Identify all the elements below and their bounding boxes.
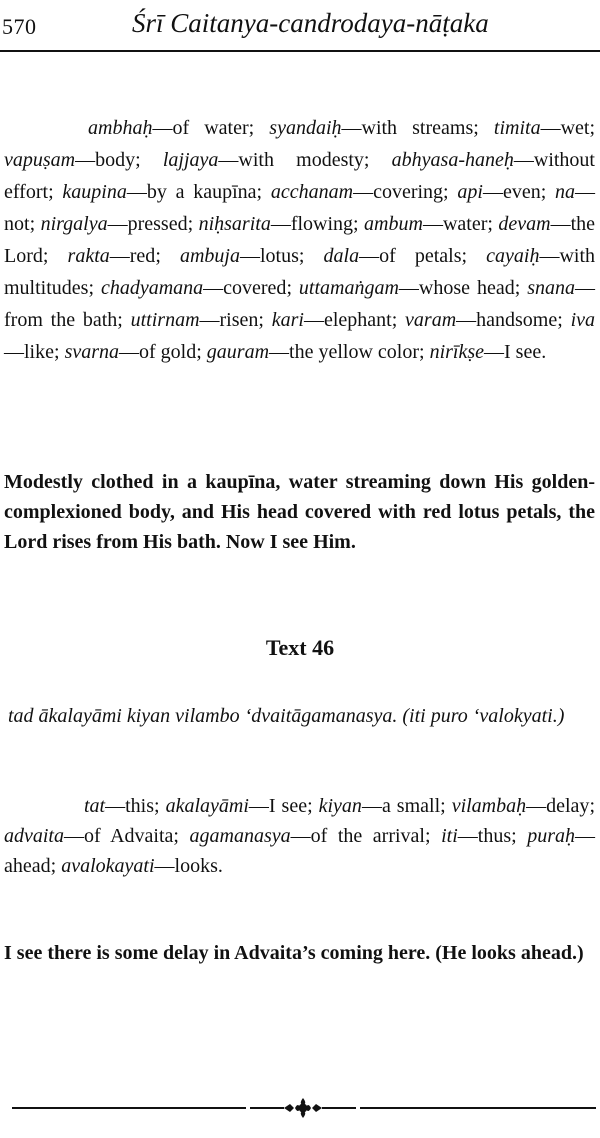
synonym-word: api xyxy=(457,181,483,203)
synonym-meaning: without effort xyxy=(4,149,595,203)
synonym-meaning: of water xyxy=(172,117,249,139)
synonym-entry: iti—thus xyxy=(441,825,512,847)
footer-rule-right xyxy=(360,1107,596,1109)
synonym-entry: chadyamana—covered xyxy=(100,277,287,299)
synonym-meaning: covering xyxy=(373,181,444,203)
synonym-meaning: like xyxy=(24,341,54,363)
synonym-word: gauram xyxy=(206,341,270,363)
synonym-entry: cayaiḥ—with multitudes xyxy=(4,245,596,299)
synonym-word: uttirnam xyxy=(130,309,200,331)
synonym-entry: ambhaḥ—of water xyxy=(88,117,249,139)
synonym-word: ambuja xyxy=(179,245,240,267)
synonym-meaning: risen xyxy=(219,309,259,331)
running-header xyxy=(0,0,600,56)
synonym-word: iti xyxy=(441,825,458,847)
synonym-meaning: I see. xyxy=(504,341,547,363)
synonym-meaning: handsome xyxy=(476,309,558,331)
synonym-entry: devam—the Lord xyxy=(4,213,595,267)
synonym-meaning: I see xyxy=(268,795,308,817)
synonym-meaning: pressed xyxy=(127,213,188,235)
synonym-meaning: lotus xyxy=(259,245,299,267)
synonym-entry: uttirnam—risen xyxy=(130,309,259,331)
verse-transliteration: tad ākalayāmi kiyan vilambo ‘dvaitāgamanasya. (iti puro ‘valokyati.) xyxy=(8,705,565,727)
synonym-word: timita xyxy=(493,117,541,139)
synonym-meaning: a small xyxy=(381,795,441,817)
translation-previous-text: Modestly clothed in a kaupīna, water streaming down His golden-complexioned body, and His head covered with red lotus petals, the Lord rises from His bath. Now I see Him. xyxy=(4,471,595,553)
synonym-word: chadyamana xyxy=(100,277,204,299)
synonym-entry: vilambaḥ—delay xyxy=(451,795,590,817)
synonym-meaning: of petals xyxy=(379,245,462,267)
synonym-entry: nirīkṣe—I see. xyxy=(429,341,547,363)
synonym-word: kaupina xyxy=(62,181,127,203)
synonym-word: syandaiḥ xyxy=(269,117,342,139)
synonym-word: tat xyxy=(84,795,106,817)
synonym-entry: advaita—of Advaita xyxy=(4,825,174,847)
synonym-entry: ambum—water xyxy=(364,213,488,235)
synonym-word: varam xyxy=(405,309,457,331)
footer-rule-left xyxy=(12,1107,246,1109)
synonym-entry: vapuṣam—body xyxy=(4,149,136,171)
synonym-meaning: elephant xyxy=(323,309,392,331)
synonym-entry: avalokayati—looks. xyxy=(61,855,223,877)
synonym-entry: timita—wet xyxy=(493,117,590,139)
synonym-meaning: the yellow color xyxy=(289,341,419,363)
synonym-meaning: not xyxy=(4,213,30,235)
text-heading: Text 46 xyxy=(265,635,335,660)
synonym-word: na xyxy=(555,181,576,203)
running-title: Śrī Caitanya-candrodaya-nāṭaka xyxy=(132,8,489,38)
synonym-word: agamanasya xyxy=(189,825,291,847)
synonym-entry: akalayāmi—I see xyxy=(165,795,308,817)
synonym-entry: svarna—of gold xyxy=(64,341,197,363)
synonym-word: kari xyxy=(271,309,304,331)
synonym-word: nirgalya xyxy=(40,213,108,235)
synonym-entry: kari—elephant xyxy=(271,309,392,331)
synonym-meaning: thus xyxy=(477,825,512,847)
synonym-entry: niḥsarita—flowing xyxy=(198,213,354,235)
page-number: 570 xyxy=(2,14,37,39)
synonym-meaning: ahead xyxy=(4,855,51,877)
synonym-word: ambum xyxy=(364,213,423,235)
synonym-meaning: water xyxy=(442,213,488,235)
synonym-meaning: red xyxy=(129,245,156,267)
synonym-word: devam xyxy=(498,213,551,235)
synonym-meaning: from the bath xyxy=(4,309,118,331)
synonym-word: dala xyxy=(323,245,360,267)
header-rule xyxy=(0,50,600,52)
synonym-word: cayaiḥ xyxy=(486,245,540,267)
synonym-word: puraḥ xyxy=(527,825,576,847)
synonym-word: rakta xyxy=(67,245,110,267)
synonym-entry: varam—handsome xyxy=(405,309,558,331)
synonym-word: vilambaḥ xyxy=(451,795,527,817)
synonym-meaning: body xyxy=(95,149,136,171)
synonym-meaning: with multitudes xyxy=(4,245,596,299)
synonym-entry: puraḥ—ahead xyxy=(4,825,596,877)
synonym-word: uttamaṅgam xyxy=(298,277,399,299)
synonym-entry: ambuja—lotus xyxy=(179,245,299,267)
synonym-entry: abhyasa-haneḥ—without effort xyxy=(4,149,595,203)
synonym-meaning: the Lord xyxy=(4,213,595,267)
synonym-meaning: delay xyxy=(546,795,590,817)
synonym-meaning: of Advaita xyxy=(84,825,174,847)
synonym-word: svarna xyxy=(64,341,120,363)
synonym-word: nirīkṣe xyxy=(429,341,484,363)
fleuron-ornament-icon xyxy=(250,1096,356,1120)
synonym-entry: na—not xyxy=(4,181,596,235)
synonym-meaning: looks. xyxy=(174,855,223,877)
synonym-word: iva xyxy=(570,309,595,331)
synonym-meaning: covered xyxy=(223,277,287,299)
synonym-meaning: even xyxy=(502,181,541,203)
synonym-word: snana xyxy=(527,277,575,299)
synonym-entry: kaupina—by a kaupīna xyxy=(62,181,257,203)
synonym-meaning: this xyxy=(125,795,155,817)
synonym-word: ambhaḥ xyxy=(88,117,153,139)
synonym-meaning: of gold xyxy=(139,341,197,363)
synonym-entry: iva—like xyxy=(4,309,595,363)
synonym-word: advaita xyxy=(4,825,64,847)
synonym-entry: kiyan—a small xyxy=(318,795,441,817)
synonym-word: lajjaya xyxy=(162,149,219,171)
synonym-meaning: with modesty xyxy=(238,149,364,171)
synonym-entry: rakta—red xyxy=(67,245,156,267)
synonym-word: akalayāmi xyxy=(165,795,249,817)
synonym-meaning: flowing xyxy=(290,213,354,235)
synonym-meaning: wet xyxy=(560,117,590,139)
synonym-meaning: with streams xyxy=(361,117,474,139)
synonym-entry: lajjaya—with modesty xyxy=(162,149,364,171)
synonym-entry: gauram—the yellow color xyxy=(206,341,419,363)
synonyms-block-previous-text: ambhaḥ—of water; syandaiḥ—with streams; timita—wet; vapuṣam—body; lajjaya—with modesty; abhyasa-haneḥ—without effort; kaupina—by a kaupīna; acchanam—covering; api—even; na—not; nirgalya—pressed; niḥsarita—flowing; ambum—water; devam—the Lord; rakta—red; ambuja—lotus; dala—of petals; cayaiḥ—with multitudes; chadyamana—covered; uttamaṅgam—whose head; snana—from the bath; uttirnam—risen; kari—elephant; varam—handsome; iva—like; svarna—of gold; gauram—the yellow color; nirīkṣe—I see. xyxy=(4,117,596,363)
synonym-word: avalokayati xyxy=(61,855,155,877)
synonym-meaning: of the arrival xyxy=(310,825,425,847)
synonym-entry: syandaiḥ—with streams xyxy=(269,117,474,139)
synonym-word: niḥsarita xyxy=(198,213,271,235)
synonym-entry: tat—this xyxy=(84,795,155,817)
synonyms-block-text-46: tat—this; akalayāmi—I see; kiyan—a small; vilambaḥ—delay; advaita—of Advaita; agamanasya—of the arrival; iti—thus; puraḥ—ahead; avalokayati—looks. xyxy=(4,795,596,877)
synonym-entry: agamanasya—of the arrival xyxy=(189,825,425,847)
synonym-word: abhyasa-haneḥ xyxy=(391,149,514,171)
synonym-entry: acchanam—covering xyxy=(270,181,444,203)
synonym-entry: api—even xyxy=(457,181,541,203)
synonym-entry: nirgalya—pressed xyxy=(40,213,188,235)
synonym-word: acchanam xyxy=(270,181,354,203)
synonym-word: vapuṣam xyxy=(4,149,76,171)
synonym-meaning: by a kaupīna xyxy=(146,181,257,203)
synonym-entry: uttamaṅgam—whose head xyxy=(298,277,515,299)
synonym-entry: dala—of petals xyxy=(323,245,462,267)
synonym-entry: snana—from the bath xyxy=(4,277,595,331)
synonym-meaning: whose head xyxy=(418,277,515,299)
synonym-word: kiyan xyxy=(318,795,362,817)
translation-text-46: I see there is some delay in Advaita’s coming here. (He looks ahead.) xyxy=(4,942,584,964)
